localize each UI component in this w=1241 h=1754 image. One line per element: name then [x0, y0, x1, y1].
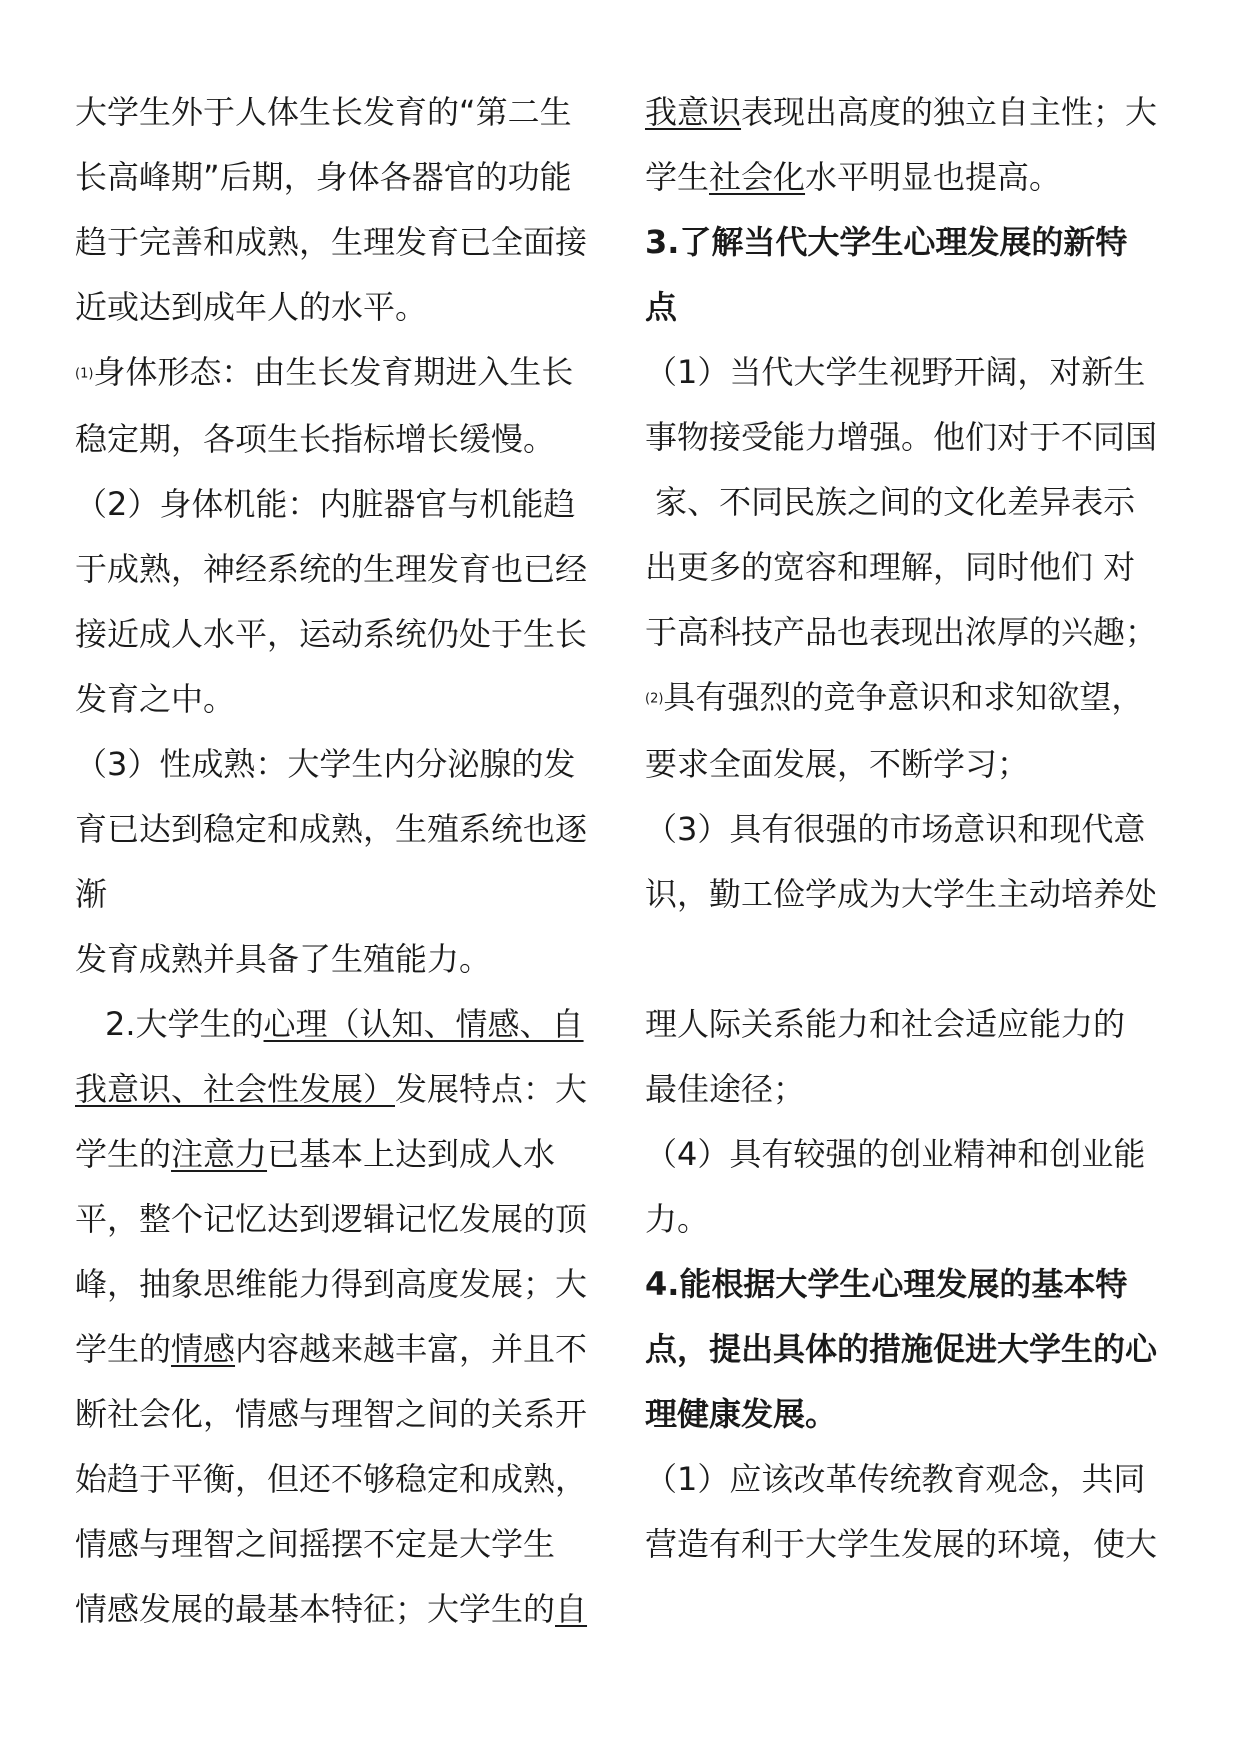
paragraph-new-traits-3	[645, 797, 1175, 1122]
text-line: 近或达到成年人的水平。	[75, 288, 428, 326]
section-heading-3	[645, 210, 1175, 340]
text-line: 情感与理智之间摇摆不定是大学生	[75, 1524, 556, 1563]
heading-line: 3.了解当代大学生心理发展的新特	[645, 223, 1128, 261]
paragraph-self-awareness	[645, 80, 1175, 210]
heading-line: 4.能根据大学生心理发展的基本特	[645, 1264, 1128, 1303]
text-line	[75, 1577, 605, 1642]
list-marker: (2)	[645, 691, 664, 707]
text-span: 学生的	[75, 1134, 172, 1173]
text-line: （3）性成熟：大学生内分泌腺的发	[75, 744, 576, 783]
paragraph-body-function	[75, 472, 605, 732]
text-span: 具有强烈的竞争意识和求知欲望，	[663, 678, 1144, 716]
paragraph-measures-1	[645, 1447, 1175, 1577]
text-line: （1）当代大学生视野开阔，对新生	[645, 353, 1146, 391]
text-line: 接近成人水平，运动系统仍处于生长	[75, 614, 588, 653]
text-line	[645, 145, 1175, 210]
underlined-term: 情感	[171, 1329, 236, 1368]
paragraph-new-traits-4	[645, 1122, 1175, 1252]
paragraph-new-traits-1	[645, 340, 1175, 665]
underlined-term: 注意力	[171, 1134, 268, 1173]
text-line: 趋于完善和成熟，生理发育已全面接	[75, 223, 588, 261]
text-line: 发育成熟并具备了生殖能力。	[75, 939, 492, 978]
text-span: 身体形态：由生长发育期进入生长	[93, 353, 574, 391]
list-marker: (1)	[75, 366, 94, 382]
text-line: 最佳途径；	[645, 1069, 806, 1108]
paragraph-new-traits-2	[645, 665, 1175, 797]
text-line	[75, 340, 605, 407]
text-line: 断社会化，情感与理智之间的关系开	[75, 1394, 588, 1433]
text-span: 2.大学生的	[105, 1004, 264, 1043]
left-column	[75, 80, 605, 1642]
blank-gap	[645, 927, 1175, 992]
heading-line: 理健康发展。	[645, 1394, 838, 1433]
underlined-term: 我意识、社会性发展）	[75, 1069, 396, 1108]
heading-line: 点	[645, 288, 678, 326]
text-span: 表现出高度的独立自主性；大	[741, 93, 1158, 131]
text-line: 家、不同民族之间的文化差异表示	[645, 483, 1136, 521]
text-line: 平，整个记忆达到逻辑记忆发展的顶	[75, 1199, 588, 1238]
text-line: 峰，抽象思维能力得到高度发展；大	[75, 1264, 588, 1303]
paragraph-sexual-maturity	[75, 732, 605, 992]
text-line: （1）应该改革传统教育观念，共同	[645, 1459, 1146, 1498]
text-line: （4）具有较强的创业精神和创业能	[645, 1134, 1146, 1173]
section-heading-4	[645, 1252, 1175, 1447]
text-line	[645, 80, 1175, 145]
paragraph-psychology-traits	[75, 992, 605, 1642]
underlined-term: 自	[555, 1589, 588, 1628]
text-span: 已基本上达到成人水	[267, 1134, 556, 1173]
text-line: 育已达到稳定和成熟，生殖系统也逐	[75, 809, 588, 848]
text-line: 营造有利于大学生发展的环境，使大	[645, 1524, 1158, 1563]
underlined-term: 心理（认知、情感、自	[263, 1004, 584, 1043]
text-line: 事物接受能力增强。他们对于不同国	[645, 418, 1158, 456]
text-line	[645, 665, 1175, 732]
text-span: 内容越来越丰富，并且不	[235, 1329, 588, 1368]
heading-line: 点，提出具体的措施促进大学生的心	[645, 1329, 1158, 1368]
text-line	[75, 1317, 605, 1382]
text-span: 发展特点：大	[395, 1069, 588, 1108]
text-line: （3）具有很强的市场意识和现代意	[645, 809, 1146, 848]
text-span: 学生	[645, 158, 710, 196]
text-line: 理人际关系能力和社会适应能力的	[645, 1004, 1126, 1043]
text-line: 稳定期，各项生长指标增长缓慢。	[75, 419, 556, 458]
text-span: 学生的	[75, 1329, 172, 1368]
text-line: 出更多的宽容和理解，同时他们 对	[645, 548, 1136, 586]
underlined-term: 我意识	[645, 93, 742, 131]
underlined-term: 社会化	[709, 158, 806, 196]
text-line: 于高科技产品也表现出浓厚的兴趣；	[645, 613, 1158, 651]
text-line: 要求全面发展，不断学习；	[645, 744, 1030, 783]
right-column	[645, 80, 1175, 1577]
text-line	[75, 1057, 605, 1122]
text-line: 力。	[645, 1199, 710, 1238]
text-line: 于成熟，神经系统的生理发育也已经	[75, 549, 588, 588]
text-line	[75, 992, 605, 1057]
text-line	[75, 1122, 605, 1187]
text-span: 情感发展的最基本特征；大学生的	[75, 1589, 556, 1628]
text-line: 发育之中。	[75, 679, 236, 718]
text-line: 始趋于平衡，但还不够稳定和成熟，	[75, 1459, 588, 1498]
text-span: 水平明显也提高。	[805, 158, 1062, 196]
text-line: （2）身体机能：内脏器官与机能趋	[75, 484, 576, 523]
text-line: 识，勤工俭学成为大学生主动培养处	[645, 874, 1158, 913]
paragraph-body-shape	[75, 340, 605, 472]
text-line: 长高峰期”后期，身体各器官的功能	[75, 158, 572, 196]
text-line: 渐	[75, 874, 108, 913]
text-line: 大学生外于人体生长发育的“第二生	[75, 93, 572, 131]
paragraph-physiology-intro	[75, 80, 605, 340]
